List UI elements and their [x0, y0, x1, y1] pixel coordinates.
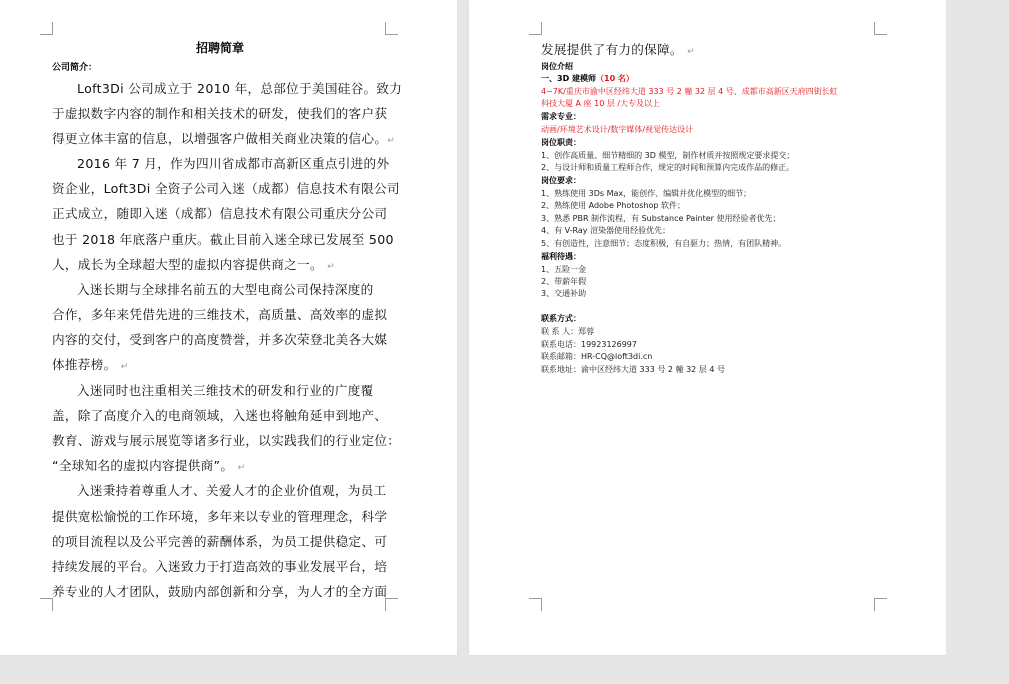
- contact-label: 联系方式：: [541, 314, 581, 323]
- crop-mark-bottom-right: [874, 598, 887, 611]
- body-line: 内容的交付，受到客户的高度赞誉，并多次荣登北美各大媒: [52, 332, 388, 347]
- body-line: Loft3Di 公司成立于 2010 年，总部位于美国硅谷。致力: [77, 81, 403, 96]
- contact-item: 联系邮箱：HR-CQ@loft3di.cn: [541, 352, 653, 361]
- body-line: 持续发展的平台。入迷致力于打造高效的事业发展平台，培: [52, 559, 388, 574]
- body-line: 入迷长期与全球排名前五的大型电商公司保持深度的: [77, 282, 374, 297]
- body-line: 2016 年 7 月，作为四川省成都市高新区重点引进的外: [77, 156, 390, 171]
- crop-mark-top-right: [874, 22, 887, 35]
- crop-mark-top-right: [385, 22, 398, 35]
- body-line: 教育、游戏与展示展览等诸多行业，以实践我们的行业定位：: [52, 433, 401, 448]
- body-line: 的项目流程以及公平完善的薪酬体系，为员工提供稳定、可: [52, 534, 388, 549]
- body-line: 养专业的人才团队，鼓励内部创新和分享，为人才的全方面: [52, 584, 388, 599]
- position-title: 一、3D 建模师（10 名）: [541, 74, 634, 83]
- salary-location-line: 4~7K/重庆市渝中区经纬大道 333 号 2 幢 32 层 4 号、成都市高新区天府四街长虹: [541, 87, 838, 96]
- benefit-item: 2、带薪年假: [541, 277, 587, 286]
- crop-mark-bottom-left: [529, 598, 542, 611]
- body-line: 于虚拟数字内容的制作和相关技术的研发，使我们的客户获: [52, 106, 388, 121]
- contact-item: 联 系 人：郑蓉: [541, 327, 595, 336]
- document-title: 招聘简章: [195, 41, 244, 55]
- body-line: 正式成立，随即入迷（成都）信息技术有限公司重庆分公司: [52, 206, 388, 221]
- salary-location-line: 科技大厦 A 座 10 层 /大专及以上: [541, 99, 661, 108]
- benefit-item: 1、五险一金: [541, 265, 587, 274]
- duty-item: 1、创作高质量、细节精细的 3D 模型，制作材质并按照规定要求提交；: [541, 151, 795, 160]
- crop-mark-top-left: [40, 22, 53, 35]
- body-line: 体推荐榜。 ↵: [52, 357, 129, 372]
- requirement-item: 2、熟练使用 Adobe Photoshop 软件；: [541, 201, 686, 210]
- window-background-right: [946, 0, 1009, 684]
- majors-line: 动画/环境艺术设计/数字媒体/视觉传达设计: [541, 125, 694, 134]
- body-line: 入迷秉持着尊重人才、关爱人才的企业价值观，为员工: [77, 483, 387, 498]
- body-line: 资企业，Loft3Di 全资子公司入迷（成都）信息技术有限公司: [52, 181, 400, 196]
- requirements-label: 岗位要求：: [541, 176, 581, 185]
- continuation-line: 发展提供了有力的保障。 ↵: [541, 42, 695, 57]
- body-line: 入迷同时也注重相关三维技术的研发和行业的广度覆: [77, 383, 374, 398]
- position-intro-label: 岗位介绍: [541, 62, 573, 71]
- requirement-item: 5、有创造性，注意细节；态度积极，有自驱力；热情，有团队精神。: [541, 239, 787, 248]
- body-line: 合作，多年来凭借先进的三维技术，高质量、高效率的虚拟: [52, 307, 388, 322]
- duties-label: 岗位职责：: [541, 138, 581, 147]
- requirement-item: 1、熟练使用 3Ds Max，能创作、编辑并优化模型的细节；: [541, 189, 752, 198]
- crop-mark-top-left: [529, 22, 542, 35]
- body-line: 也于 2018 年底落户重庆。截止目前入迷全球已发展至 500: [52, 232, 394, 247]
- contact-item: 联系地址：渝中区经纬大道 333 号 2 幢 32 层 4 号: [541, 365, 725, 374]
- body-line: “全球知名的虚拟内容提供商”。 ↵: [52, 458, 246, 473]
- benefits-label: 福利待遇：: [541, 252, 581, 261]
- body-line: 盖，除了高度介入的电商领域，入迷也将触角延申到地产、: [52, 408, 388, 423]
- body-line: 提供宽松愉悦的工作环境，多年来以专业的管理理念，科学: [52, 509, 388, 524]
- body-line: 得更立体丰富的信息，以增强客户做相关商业决策的信心。↵: [52, 131, 396, 146]
- major-label: 需求专业：: [541, 112, 581, 121]
- duty-item: 2、与设计师和质量工程师合作，规定的时间和预算内完成作品的修正。: [541, 163, 795, 172]
- benefit-item: 3、交通补助: [541, 289, 587, 298]
- body-line: 人，成长为全球超大型的虚拟内容提供商之一。 ↵: [52, 257, 335, 272]
- requirement-item: 3、熟悉 PBR 制作流程，有 Substance Painter 使用经验者优先；: [541, 214, 781, 223]
- company-intro-label: 公司简介：: [52, 63, 98, 73]
- requirement-item: 4、有 V-Ray 渲染器使用经验优先；: [541, 226, 671, 235]
- contact-item: 联系电话：19923126997: [541, 340, 637, 349]
